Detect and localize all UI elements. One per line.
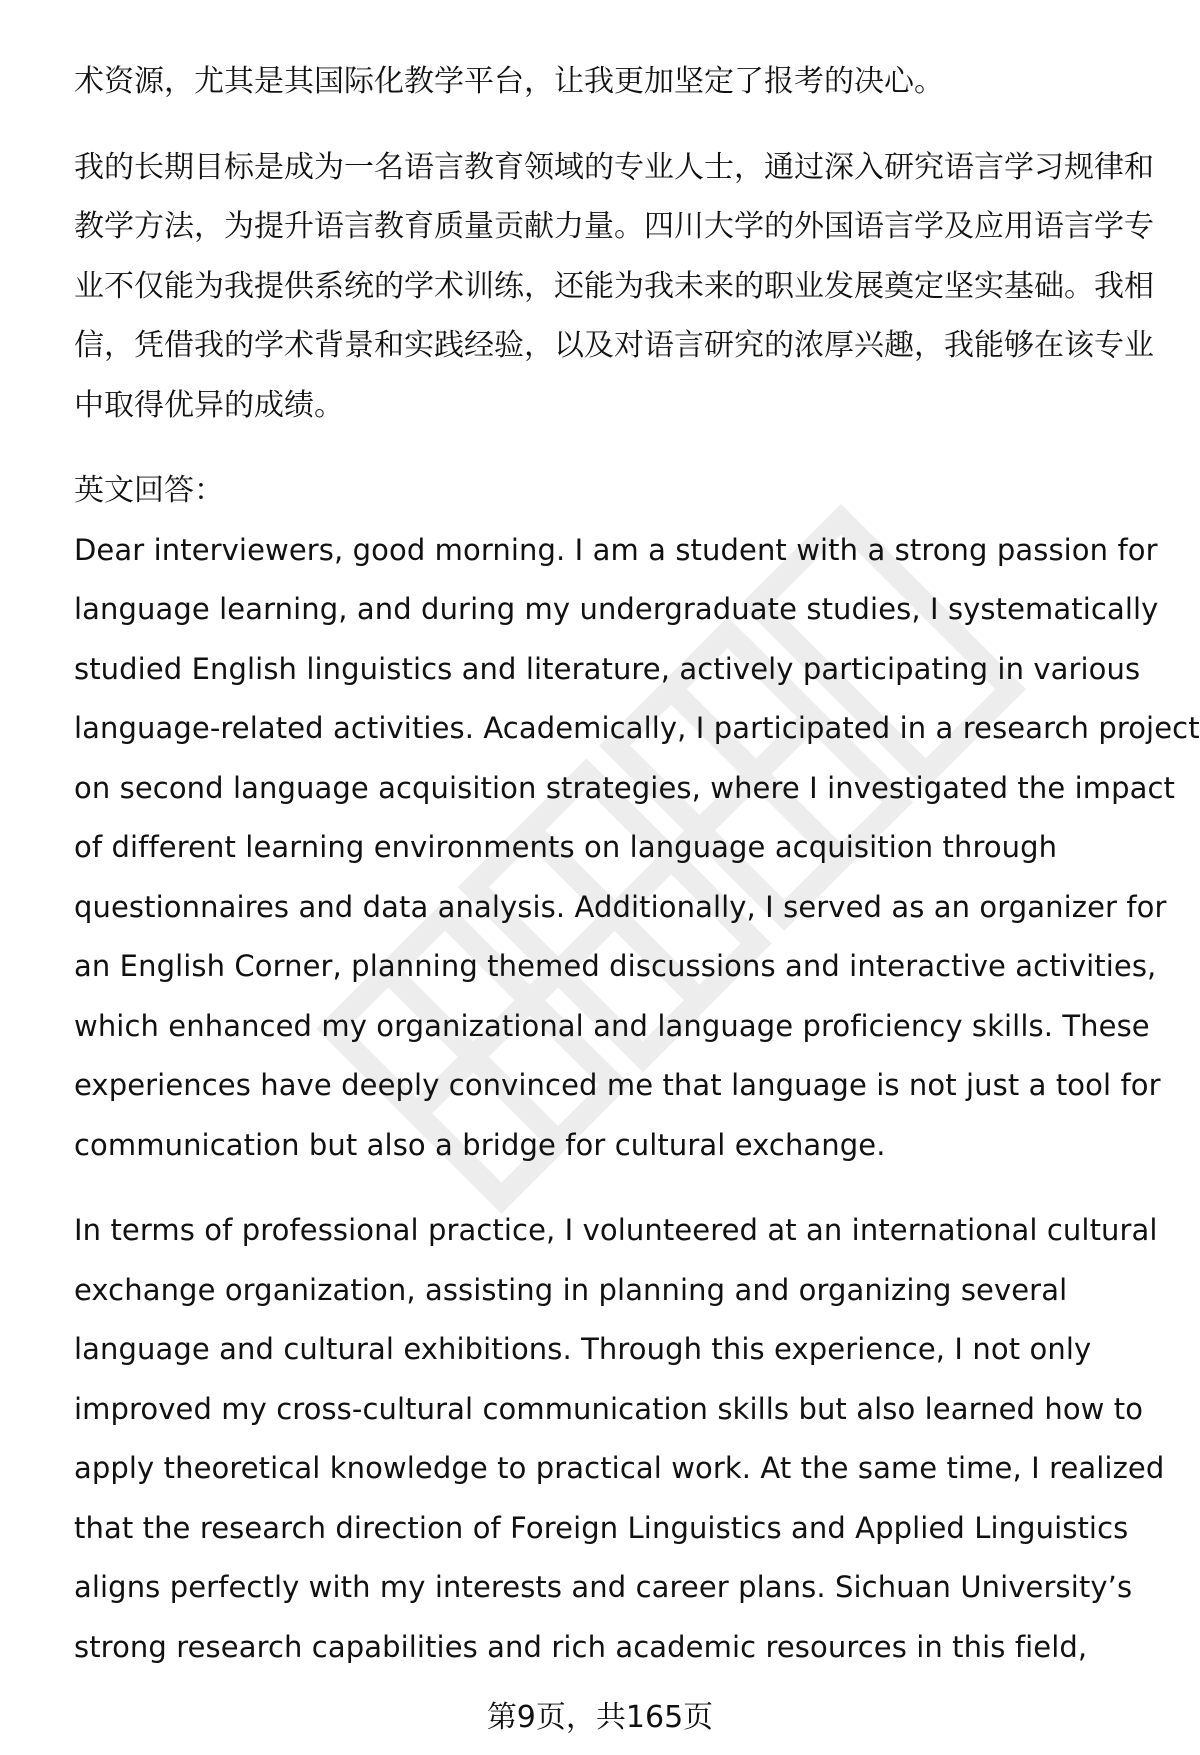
page-number-footer: 第9页，共165页 — [486, 1700, 714, 1735]
text-line: 我的长期目标是成为一名语言教育领域的专业人士，通过深入研究语言学习规律和 — [74, 149, 1154, 185]
goal-paragraph — [74, 138, 1160, 436]
text-line: that the research direction of Foreign Linguistics and Applied Linguistics — [74, 1510, 1129, 1545]
text-line: 教学方法，为提升语言教育质量贡献力量。四川大学的外国语言学及应用语言学专 — [74, 209, 1154, 244]
text-line: strong research capabilities and rich academic resources in this field, — [74, 1629, 1088, 1664]
text-line: of different learning environments on language acquisition through — [74, 830, 1058, 864]
text-line: language learning, and during my undergraduate studies, I systematically — [74, 592, 1159, 626]
text-line: language and cultural exhibitions. Through this experience, I not only — [74, 1332, 1092, 1366]
text-line: an English Corner, planning themed discussions and interactive activities, — [74, 949, 1157, 983]
text-line: communication but also a bridge for cultural exchange. — [74, 1127, 886, 1162]
text-line: 术资源，尤其是其国际化教学平台，让我更加坚定了报考的决心。 — [74, 64, 944, 99]
text-line: language-related activities. Academically, I participated in a research project — [74, 711, 1200, 745]
text-line: aligns perfectly with my interests and career plans. Sichuan University’s — [74, 1570, 1133, 1604]
english-paragraph-1 — [74, 521, 1200, 1176]
text-line: 信，凭借我的学术背景和实践经验，以及对语言研究的浓厚兴趣，我能够在该专业 — [74, 328, 1154, 363]
text-line: 中取得优异的成绩。 — [74, 387, 344, 423]
text-line: experiences have deeply convinced me that language is not just a tool for — [74, 1068, 1161, 1102]
text-line: improved my cross-cultural communication skills but also learned how to — [74, 1391, 1144, 1426]
text-line: on second language acquisition strategies, where I investigated the impact — [74, 770, 1176, 805]
intro-tail-paragraph — [74, 52, 1160, 112]
text-line: which enhanced my organizational and language proficiency skills. These — [74, 1008, 1150, 1043]
english-answer-label: 英文回答： — [74, 473, 224, 508]
text-line: apply theoretical knowledge to practical work. At the same time, I realized — [74, 1451, 1165, 1485]
text-line: questionnaires and data analysis. Additionally, I served as an organizer for — [74, 889, 1167, 924]
english-paragraph-2 — [74, 1201, 1165, 1677]
text-line: In terms of professional practice, I volunteered at an international cultural — [74, 1213, 1158, 1247]
text-line: studied English linguistics and literature, actively participating in various — [74, 651, 1141, 686]
text-line: Dear interviewers, good morning. I am a student with a strong passion for — [74, 532, 1158, 567]
document-body — [74, 52, 1200, 1677]
text-line: 业不仅能为我提供系统的学术训练，还能为我未来的职业发展奠定坚实基础。我相 — [74, 268, 1154, 304]
text-line: exchange organization, assisting in planning and organizing several — [74, 1272, 1068, 1307]
